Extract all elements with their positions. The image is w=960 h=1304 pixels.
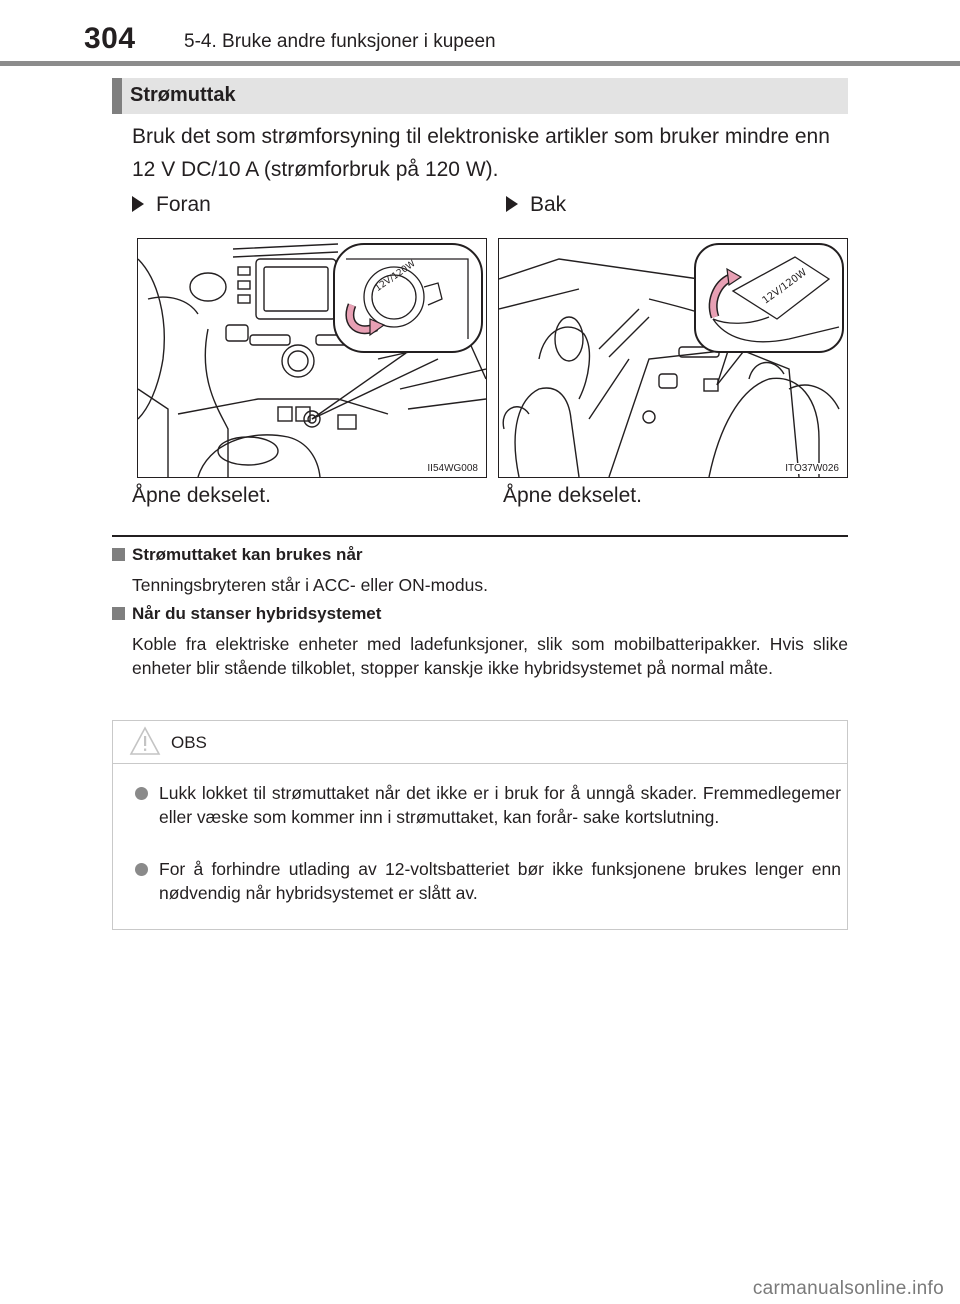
- figure-code-front: II54WG008: [427, 463, 478, 474]
- round-bullet-icon: [135, 863, 148, 876]
- rear-outlet-marking: 12V/120W: [760, 267, 810, 307]
- rear-console-illustration: [499, 239, 847, 477]
- chapter-title: 5-4. Bruke andre funksjoner i kupeen: [184, 31, 496, 52]
- note-stopping-hybrid: [112, 604, 848, 680]
- figure-caption-front: Åpne dekselet.: [132, 484, 271, 507]
- page-number: 304: [84, 22, 136, 55]
- caution-item-text: For å forhindre utlading av 12-voltsbatteriet bør ikke funksjonene brukes lenger enn nødvendig når hybridsystemet er slått av.: [159, 859, 841, 903]
- watermark: carmanualsonline.info: [752, 1278, 944, 1299]
- figure-rear-outlet: [498, 238, 848, 478]
- figure-code-rear: ITO37W026: [785, 463, 839, 474]
- section-heading-bar: [112, 78, 848, 114]
- front-outlet-marking: 12V/120W: [373, 258, 418, 294]
- figure-front-outlet: [137, 238, 487, 478]
- note-heading: Når du stanser hybridsystemet: [132, 604, 382, 623]
- figure-label-rear: [506, 193, 566, 217]
- triangle-bullet-icon: [506, 196, 518, 212]
- square-bullet-icon: [112, 548, 125, 561]
- figure-caption-rear: Åpne dekselet.: [503, 484, 642, 507]
- section-divider: [112, 535, 848, 537]
- figure-label-front: [132, 193, 211, 217]
- caution-item: [135, 857, 841, 905]
- front-console-illustration: [138, 239, 486, 477]
- section-heading-edge: [112, 78, 122, 114]
- round-bullet-icon: [135, 787, 148, 800]
- section-title: Strømuttak: [130, 84, 236, 106]
- note-body: Tenningsbryteren står i ACC- eller ON-modus.: [132, 575, 488, 595]
- caution-title: OBS: [171, 733, 207, 752]
- warning-triangle-icon: [129, 726, 161, 756]
- caution-item: [135, 781, 841, 829]
- square-bullet-icon: [112, 607, 125, 620]
- note-body: Koble fra elektriske enheter med ladefunksjoner, slik som mobilbatteripakker. Hvis slike enheter blir stående tilkoblet, stopper kanskje ikke hybridsystemet på normal måte.: [132, 634, 848, 678]
- header-rule: [0, 61, 960, 66]
- caution-box: [112, 720, 848, 930]
- triangle-bullet-icon: [132, 196, 144, 212]
- note-usable-when: [112, 545, 848, 597]
- intro-paragraph: Bruk det som strømforsyning til elektroniske artikler som bruker mindre enn 12 V DC/10 A (strømforbruk på 120 W).: [132, 125, 830, 181]
- figure-label-rear-text: Bak: [530, 193, 567, 216]
- note-heading: Strømuttaket kan brukes når: [132, 545, 363, 564]
- caution-header: [113, 721, 847, 764]
- caution-item-text: Lukk lokket til strømuttaket når det ikke er i bruk for å unngå skader. Fremmedlegemer eller væske som kommer inn i strømuttaket, kan forår- sake kortslutning.: [159, 783, 841, 827]
- figure-label-front-text: Foran: [156, 193, 211, 216]
